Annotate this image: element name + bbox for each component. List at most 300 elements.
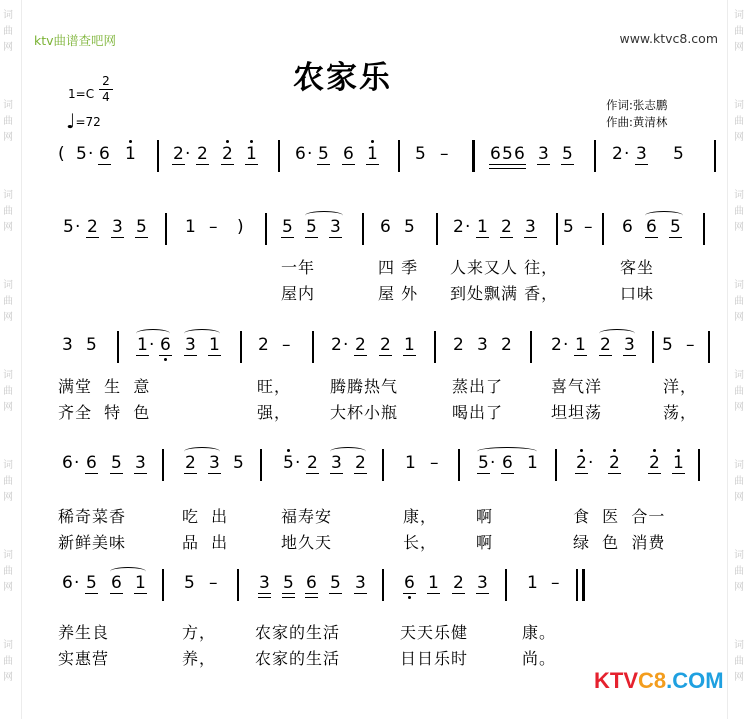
note-4-9: 6 <box>306 573 317 593</box>
note-1-14: · <box>465 217 471 237</box>
bar-line <box>240 331 242 363</box>
note-1-22: 5 <box>670 217 681 237</box>
note-3-3: 5 <box>111 453 122 473</box>
beam-underline <box>354 355 367 356</box>
note-3-14: – <box>430 453 439 473</box>
bar-line <box>260 449 262 481</box>
watermark-char: 词 <box>734 10 744 21</box>
beam-underline <box>208 355 221 356</box>
watermark-char: 网 <box>734 312 744 323</box>
note-4-3: 6 <box>111 573 122 593</box>
watermark-char: 词 <box>3 100 13 111</box>
note-0-24: 3 <box>636 144 647 164</box>
note-0-16: – <box>440 144 449 164</box>
note-4-16: 1 <box>527 573 538 593</box>
watermark-char: 词 <box>734 280 744 291</box>
note-1-19: – <box>584 217 593 237</box>
slur-arc <box>184 447 220 456</box>
bar-line <box>556 213 558 245</box>
lyric-1-0-0: 一年 <box>281 258 316 277</box>
note-2-17: 2 <box>551 335 562 355</box>
beam-underline <box>305 597 318 598</box>
note-0-17: 6 <box>490 144 501 164</box>
note-3-1: · <box>74 453 80 473</box>
slur-arc <box>599 329 635 338</box>
lyric-2-0-3: 蒸出了 <box>452 377 504 396</box>
lyric-1-1-2: 到处飘满 香， <box>450 284 559 303</box>
site-logo[interactable] <box>594 668 724 694</box>
bar-line <box>434 331 436 363</box>
note-2-13: 1 <box>404 335 415 355</box>
bar-line <box>576 569 578 601</box>
note-0-22: 2 <box>612 144 623 164</box>
watermark-char: 网 <box>3 672 13 683</box>
watermark-char: 曲 <box>734 206 744 217</box>
lyric-3-1-5: 绿 色 消费 <box>573 533 666 552</box>
watermark-char: 词 <box>734 550 744 561</box>
note-3-6: 3 <box>209 453 220 473</box>
note-4-6: – <box>209 573 218 593</box>
lyric-3-0-1: 吃 出 <box>182 507 229 526</box>
lyric-1-1-3: 口味 <box>620 284 655 303</box>
watermark-char: 词 <box>734 100 744 111</box>
low-octave-dot <box>408 596 411 599</box>
watermark-char: 网 <box>3 42 13 53</box>
beam-underline <box>403 593 416 594</box>
lyric-3-1-3: 长， <box>403 533 438 552</box>
watermark-char: 曲 <box>3 566 13 577</box>
lyric-1-0-2: 人来又人 往， <box>450 258 559 277</box>
high-octave-dot <box>613 449 616 452</box>
note-0-21: 5 <box>562 144 573 164</box>
note-1-5: 1 <box>185 217 196 237</box>
lyric-2-1-5: 荡， <box>663 403 698 422</box>
note-1-6: – <box>209 217 218 237</box>
bar-line <box>162 569 164 601</box>
beam-underline <box>134 473 147 474</box>
watermark-char: 网 <box>3 492 13 503</box>
lyric-1-1-0: 屋内 <box>281 284 316 303</box>
beam-underline <box>427 593 440 594</box>
watermark-char: 曲 <box>734 656 744 667</box>
note-0-20: 3 <box>538 144 549 164</box>
watermark-char: 词 <box>734 460 744 471</box>
high-octave-dot <box>371 140 374 143</box>
note-0-4: 1 <box>125 144 136 164</box>
lyric-4-0-2: 农家的生活 <box>255 623 341 642</box>
lyric-2-0-5: 洋， <box>663 377 698 396</box>
note-3-12: 2 <box>355 453 366 473</box>
high-octave-dot <box>129 140 132 143</box>
slur-arc <box>305 211 343 220</box>
beam-underline <box>575 473 588 474</box>
beam-underline <box>282 597 295 598</box>
logo-com: .COM <box>666 668 724 693</box>
beam-underline <box>111 237 124 238</box>
watermark-char: 词 <box>734 640 744 651</box>
slur-arc <box>330 447 366 456</box>
watermark-char: 曲 <box>3 206 13 217</box>
note-1-15: 1 <box>477 217 488 237</box>
note-4-13: 1 <box>428 573 439 593</box>
watermark-char: 词 <box>734 190 744 201</box>
watermark-char: 词 <box>3 460 13 471</box>
beam-underline <box>317 164 330 165</box>
low-octave-dot <box>164 358 167 361</box>
note-0-14: 1 <box>367 144 378 164</box>
bar-line <box>594 140 596 172</box>
note-0-7: 2 <box>197 144 208 164</box>
beam-underline <box>136 355 149 356</box>
beam-underline <box>669 237 682 238</box>
watermark-char: 词 <box>3 370 13 381</box>
note-3-11: 3 <box>331 453 342 473</box>
watermark-char: 曲 <box>734 566 744 577</box>
watermark-char: 网 <box>734 492 744 503</box>
credits <box>606 97 667 131</box>
bar-line <box>652 331 654 363</box>
lyric-4-1-1: 养， <box>182 649 217 668</box>
beam-underline <box>452 593 465 594</box>
lyric-4-1-4: 尚。 <box>522 649 557 668</box>
song-title: 农家乐 <box>293 60 392 96</box>
note-3-22: 2 <box>649 453 660 473</box>
lyric-1-0-1: 四 季 <box>378 258 419 277</box>
note-3-19: 2 <box>576 453 587 473</box>
watermark-char: 曲 <box>3 296 13 307</box>
watermark-char: 词 <box>3 190 13 201</box>
beam-underline <box>354 593 367 594</box>
beam-underline <box>85 473 98 474</box>
lyric-4-0-4: 康。 <box>522 623 557 642</box>
lyric-2-1-4: 坦坦荡 <box>551 403 603 422</box>
bar-line <box>162 449 164 481</box>
lyric-2-1-1: 强， <box>257 403 292 422</box>
note-2-4: 6 <box>160 335 171 355</box>
beam-underline <box>208 473 221 474</box>
note-4-7: 3 <box>259 573 270 593</box>
watermark-char: 曲 <box>3 116 13 127</box>
lyric-4-0-3: 天天乐健 <box>400 623 469 642</box>
beam-underline <box>329 237 342 238</box>
note-4-12: 6 <box>404 573 415 593</box>
watermark-char: 网 <box>734 402 744 413</box>
beam-underline <box>354 473 367 474</box>
note-4-8: 5 <box>283 573 294 593</box>
bar-line <box>436 213 438 245</box>
slur-arc <box>184 329 220 338</box>
note-1-17: 3 <box>525 217 536 237</box>
note-1-12: 5 <box>404 217 415 237</box>
note-0-18: 5 <box>502 144 513 164</box>
bar-line <box>382 569 384 601</box>
note-0-1: 5 <box>76 144 87 164</box>
note-3-8: 5 <box>283 453 294 473</box>
beam-underline <box>329 593 342 594</box>
beam-underline <box>366 164 379 165</box>
lyric-4-1-2: 农家的生活 <box>255 649 341 668</box>
note-4-14: 2 <box>453 573 464 593</box>
note-3-15: 5 <box>478 453 489 473</box>
beam-underline <box>513 168 526 169</box>
note-3-17: 6 <box>502 453 513 473</box>
note-2-19: 1 <box>575 335 586 355</box>
lyric-3-1-0: 新鲜美味 <box>58 533 127 552</box>
bar-line <box>472 140 475 172</box>
tempo-value: =72 <box>75 115 101 129</box>
note-0-5: 2 <box>173 144 184 164</box>
bar-line <box>117 331 119 363</box>
note-4-1: · <box>74 573 80 593</box>
bar-line <box>157 140 159 172</box>
lyric-2-0-4: 喜气洋 <box>551 377 603 396</box>
note-0-8: 2 <box>222 144 233 164</box>
watermark-char: 词 <box>3 280 13 291</box>
beam-underline <box>623 355 636 356</box>
note-2-2: 1 <box>137 335 148 355</box>
beam-underline <box>110 473 123 474</box>
note-2-21: 3 <box>624 335 635 355</box>
time-signature-top: 2 <box>102 74 110 88</box>
beam-underline <box>196 164 209 165</box>
note-2-1: 5 <box>86 335 97 355</box>
beam-underline <box>135 237 148 238</box>
note-1-7: ) <box>237 217 244 237</box>
beam-underline <box>635 164 648 165</box>
beam-underline <box>574 355 587 356</box>
note-1-0: 5 <box>63 217 74 237</box>
lyric-4-0-1: 方， <box>182 623 217 642</box>
note-4-5: 5 <box>184 573 195 593</box>
beam-underline <box>305 237 318 238</box>
note-0-0: ( <box>58 144 65 164</box>
lyric-2-0-0: 满堂 生 意 <box>58 377 151 396</box>
lyric-2-1-2: 大杯小瓶 <box>330 403 399 422</box>
site-name-left[interactable]: ktv曲谱查吧网 <box>34 33 117 48</box>
beam-underline <box>184 473 197 474</box>
note-2-22: 5 <box>662 335 673 355</box>
note-1-3: 3 <box>112 217 123 237</box>
bar-line <box>582 569 585 601</box>
watermark-char: 网 <box>734 672 744 683</box>
bar-line <box>458 449 460 481</box>
beam-underline <box>98 164 111 165</box>
bar-line <box>265 213 267 245</box>
beam-underline <box>281 237 294 238</box>
lyric-3-1-2: 地久天 <box>281 533 333 552</box>
lyric-3-0-3: 康， <box>403 507 438 526</box>
note-0-9: 1 <box>246 144 257 164</box>
watermark-char: 网 <box>3 132 13 143</box>
lyric-2-0-2: 腾腾热气 <box>330 377 399 396</box>
watermark-char: 网 <box>734 132 744 143</box>
slur-arc <box>136 329 170 338</box>
slur-arc <box>477 447 537 456</box>
note-2-5: 3 <box>185 335 196 355</box>
note-2-14: 2 <box>453 335 464 355</box>
high-octave-dot <box>226 140 229 143</box>
high-octave-dot <box>287 449 290 452</box>
tempo-mark <box>66 109 101 133</box>
note-1-13: 2 <box>453 217 464 237</box>
note-1-4: 5 <box>136 217 147 237</box>
watermark-char: 网 <box>734 582 744 593</box>
note-1-10: 3 <box>330 217 341 237</box>
note-2-15: 3 <box>477 335 488 355</box>
lyric-3-0-0: 稀奇菜香 <box>58 507 127 526</box>
note-0-15: 5 <box>415 144 426 164</box>
note-3-13: 1 <box>405 453 416 473</box>
beam-underline <box>524 237 537 238</box>
note-0-11: · <box>307 144 313 164</box>
bar-line <box>362 213 364 245</box>
note-3-4: 3 <box>135 453 146 473</box>
lyric-3-1-1: 品 出 <box>182 533 229 552</box>
note-4-17: – <box>551 573 560 593</box>
beam-underline <box>561 164 574 165</box>
watermark-char: 曲 <box>734 386 744 397</box>
lyric-4-1-3: 日日乐时 <box>400 649 469 668</box>
note-0-23: · <box>624 144 630 164</box>
note-2-3: · <box>149 335 155 355</box>
bar-line <box>505 569 507 601</box>
lyric-2-1-0: 齐全 特 色 <box>58 403 151 422</box>
watermark-right <box>731 0 751 719</box>
watermark-char: 曲 <box>734 296 744 307</box>
note-2-18: · <box>563 335 569 355</box>
bar-line <box>165 213 167 245</box>
beam-underline <box>282 593 295 594</box>
time-signature-bottom: 4 <box>102 90 110 104</box>
bar-line <box>555 449 557 481</box>
note-2-6: 1 <box>209 335 220 355</box>
lyric-2-0-1: 旺， <box>257 377 292 396</box>
note-4-2: 5 <box>86 573 97 593</box>
note-1-11: 6 <box>380 217 391 237</box>
note-2-0: 3 <box>62 335 73 355</box>
note-4-0: 6 <box>62 573 73 593</box>
beam-underline <box>330 473 343 474</box>
watermark-char: 曲 <box>3 656 13 667</box>
note-4-10: 5 <box>330 573 341 593</box>
lyricist: 作词:张志鹏 <box>606 98 668 112</box>
beam-underline <box>501 473 514 474</box>
note-3-0: 6 <box>62 453 73 473</box>
logo-c8: C8 <box>638 668 667 693</box>
quarter-note-icon: ♩ <box>66 109 76 133</box>
composer: 作曲:黄清林 <box>606 115 668 129</box>
bar-line <box>714 140 716 172</box>
high-octave-dot <box>653 449 656 452</box>
beam-underline <box>134 593 147 594</box>
note-1-18: 5 <box>563 217 574 237</box>
bar-line <box>708 331 710 363</box>
note-3-7: 5 <box>233 453 244 473</box>
beam-underline <box>672 473 685 474</box>
lyric-3-0-4: 啊 <box>476 507 494 526</box>
bar-line <box>278 140 280 172</box>
beam-underline <box>477 473 490 474</box>
note-0-19: 6 <box>514 144 525 164</box>
note-3-9: · <box>295 453 301 473</box>
note-1-21: 6 <box>646 217 657 237</box>
beam-underline <box>184 355 197 356</box>
beam-underline <box>172 164 185 165</box>
watermark-char: 曲 <box>734 26 744 37</box>
note-2-8: – <box>282 335 291 355</box>
key-signature: 1=C <box>68 87 95 101</box>
watermark-char: 网 <box>3 582 13 593</box>
note-2-7: 2 <box>258 335 269 355</box>
beam-underline <box>476 593 489 594</box>
lyric-1-1-1: 屋 外 <box>378 284 419 303</box>
lyric-2-1-3: 喝出了 <box>452 403 504 422</box>
lyric-4-0-0: 养生良 <box>58 623 110 642</box>
beam-underline <box>221 164 234 165</box>
beam-underline <box>599 355 612 356</box>
high-octave-dot <box>250 140 253 143</box>
bar-line <box>237 569 239 601</box>
site-url-right[interactable]: www.ktvc8.com <box>619 31 718 46</box>
watermark-char: 网 <box>734 222 744 233</box>
lyric-3-0-2: 福寿安 <box>281 507 333 526</box>
note-2-11: 2 <box>355 335 366 355</box>
beam-underline <box>608 473 621 474</box>
bar-line <box>398 140 400 172</box>
note-0-10: 6 <box>295 144 306 164</box>
note-1-16: 2 <box>501 217 512 237</box>
note-1-20: 6 <box>622 217 633 237</box>
watermark-char: 网 <box>3 312 13 323</box>
beam-underline <box>258 597 271 598</box>
note-2-12: 2 <box>380 335 391 355</box>
beam-underline <box>159 355 172 356</box>
note-3-5: 2 <box>185 453 196 473</box>
watermark-char: 曲 <box>3 386 13 397</box>
beam-underline <box>403 355 416 356</box>
note-0-6: · <box>185 144 191 164</box>
watermark-char: 曲 <box>3 476 13 487</box>
lyric-1-0-3: 客坐 <box>620 258 655 277</box>
time-signature <box>99 75 113 104</box>
beam-underline <box>537 164 550 165</box>
note-0-12: 5 <box>318 144 329 164</box>
beam-underline <box>645 237 658 238</box>
note-2-23: – <box>686 335 695 355</box>
watermark-left <box>0 0 20 719</box>
watermark-char: 词 <box>3 640 13 651</box>
note-0-13: 6 <box>343 144 354 164</box>
note-3-21: 2 <box>609 453 620 473</box>
lyric-3-1-4: 啊 <box>476 533 494 552</box>
note-0-2: · <box>88 144 94 164</box>
watermark-char: 网 <box>734 42 744 53</box>
note-2-9: 2 <box>331 335 342 355</box>
note-1-1: · <box>75 217 81 237</box>
slur-arc <box>645 211 683 220</box>
beam-underline <box>86 237 99 238</box>
note-4-11: 3 <box>355 573 366 593</box>
note-3-16: · <box>490 453 496 473</box>
slur-arc <box>110 567 146 576</box>
bar-line <box>382 449 384 481</box>
beam-underline <box>245 164 258 165</box>
note-1-9: 5 <box>306 217 317 237</box>
beam-underline <box>305 593 318 594</box>
bar-line <box>703 213 705 245</box>
watermark-char: 网 <box>3 402 13 413</box>
watermark-char: 词 <box>3 10 13 21</box>
